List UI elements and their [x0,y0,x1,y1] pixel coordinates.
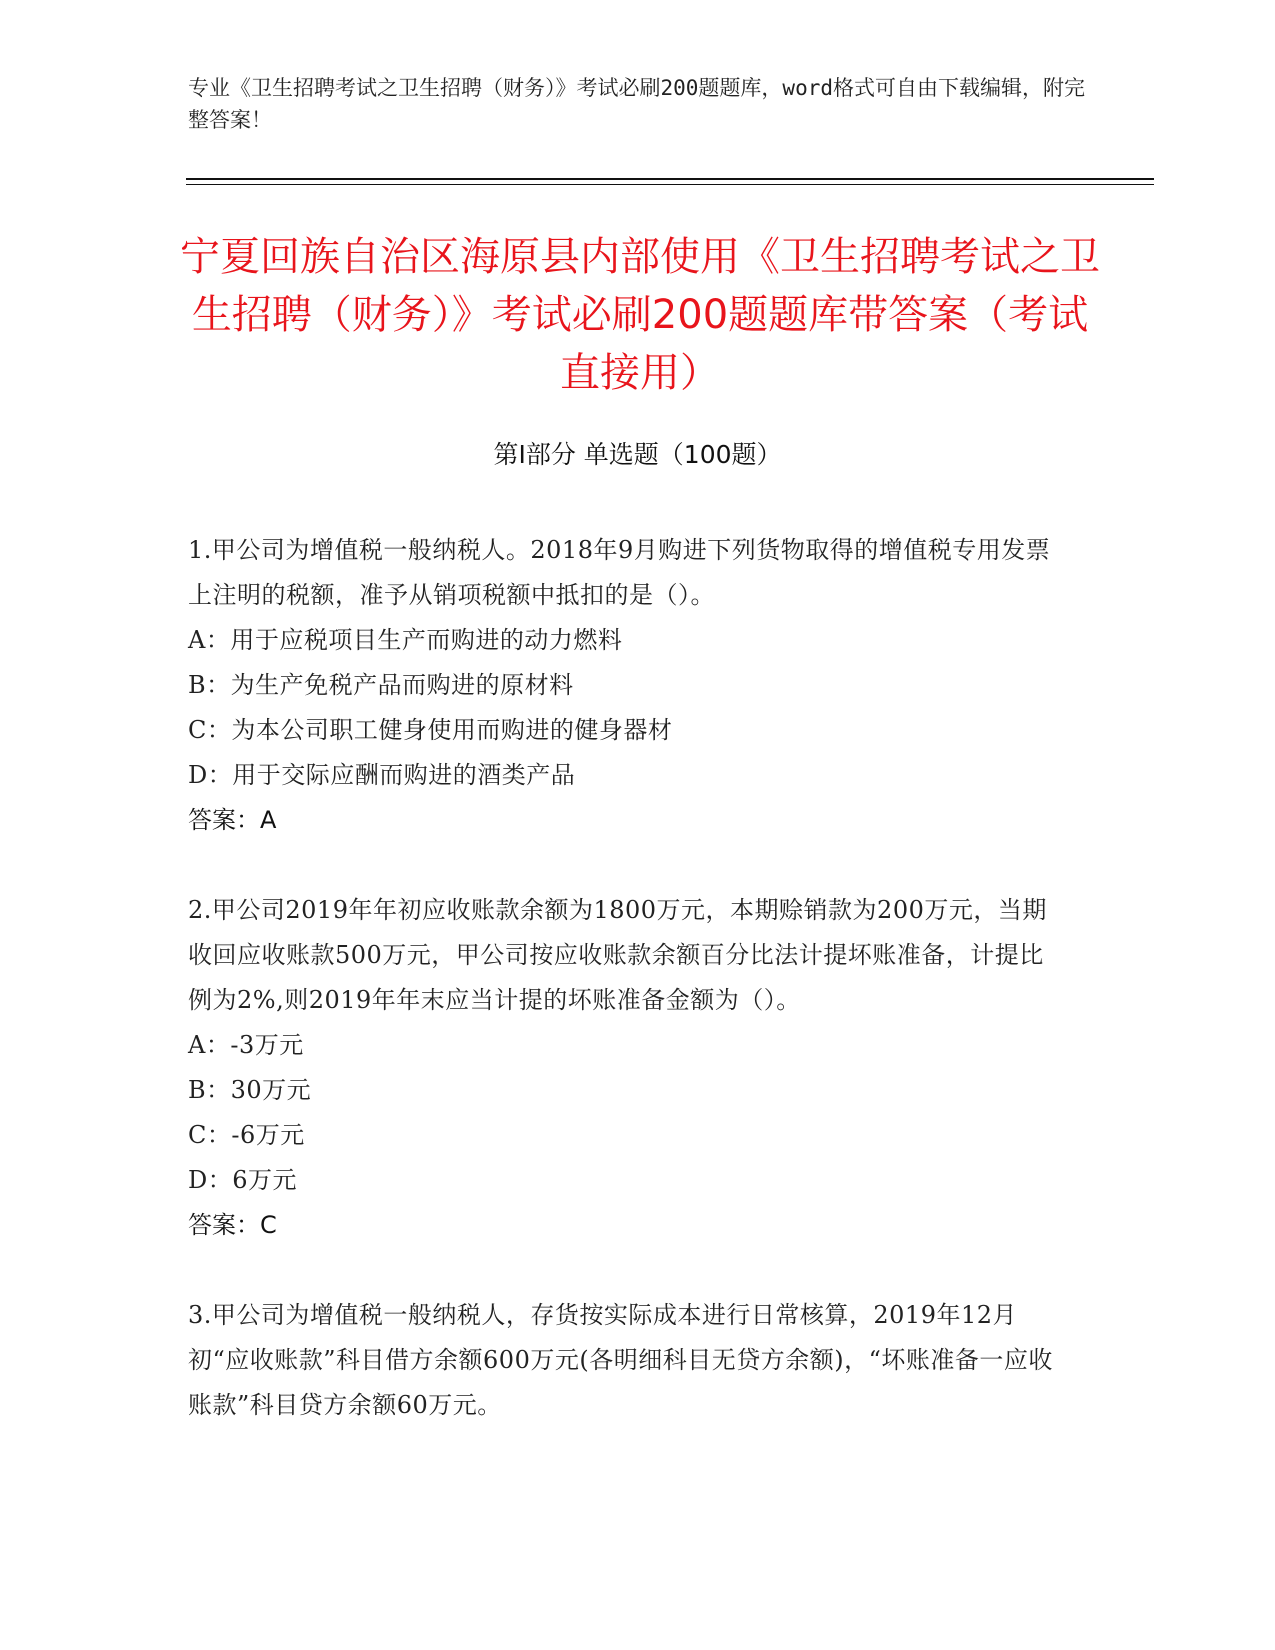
header-divider-thin [186,184,1154,185]
option-b: B：30万元 [188,1076,312,1104]
option-a: A：-3万元 [188,1031,304,1059]
option-d: D：6万元 [188,1166,298,1194]
question-1 [188,528,1068,843]
option-c: C：为本公司职工健身使用而购进的健身器材 [188,716,673,744]
answer-label: 答案：C [188,1211,277,1239]
header-note: 专业《卫生招聘考试之卫生招聘（财务）》考试必刷200题题库，word格式可自由下载编辑，附完整答案！ [188,76,1085,132]
answer-label: 答案：A [188,806,277,834]
question-stem: 3.甲公司为增值税一般纳税人，存货按实际成本进行日常核算，2019年12月初“应收账款”科目借方余额600万元(各明细科目无贷方余额)，“坏账准备一应收账款”科目贷方余额60万元。 [188,1301,1053,1419]
question-stem: 2.甲公司2019年年初应收账款余额为1800万元，本期赊销款为200万元，当期收回应收账款500万元，甲公司按应收账款余额百分比法计提坏账准备，计提比例为2%,则2019年年末应当计提的坏账准备金额为（）。 [188,896,1047,1014]
document-title: 宁夏回族自治区海原县内部使用《卫生招聘考试之卫生招聘（财务）》考试必刷200题题库带答案（考试直接用） [180,234,1100,396]
question-stem: 1.甲公司为增值税一般纳税人。2018年9月购进下列货物取得的增值税专用发票上注明的税额，准予从销项税额中抵扣的是（）。 [188,536,1051,609]
section-heading: 第Ⅰ部分 单选题（100题） [493,440,782,469]
question-list [188,528,1068,1473]
option-c: C：-6万元 [188,1121,305,1149]
option-a: A：用于应税项目生产而购进的动力燃料 [188,626,623,654]
question-3 [188,1293,1068,1428]
option-d: D：用于交际应酬而购进的酒类产品 [188,761,576,789]
header-divider-thick [186,178,1154,180]
question-2 [188,888,1068,1248]
option-b: B：为生产免税产品而购进的原材料 [188,671,574,699]
